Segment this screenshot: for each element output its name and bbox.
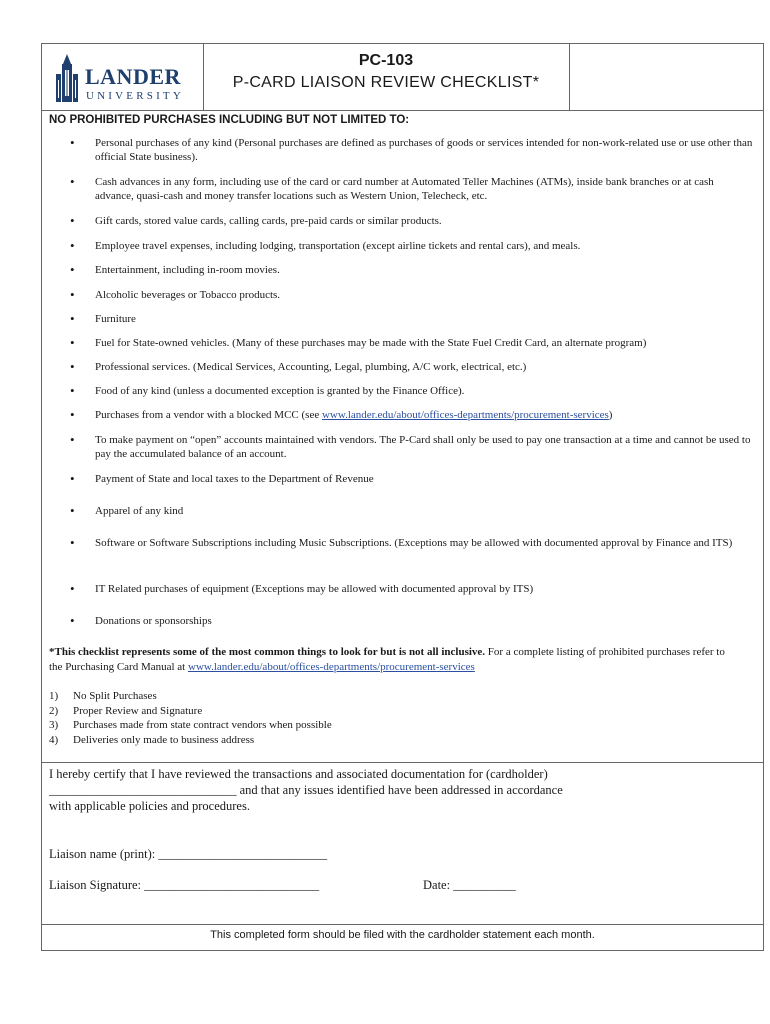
divider [42, 762, 763, 763]
list-item: • Software or Software Subscriptions including Music Subscriptions. (Exceptions may be allowed with documented approval by Finance and ITS) [70, 536, 755, 550]
logo-subtitle: UNIVERSITY [86, 90, 184, 102]
list-item: • To make payment on “open” accounts maintained with vendors. The P-Card shall only be used to pay one transaction at a time and cannot be used to pay the accumulated balance of an account. [70, 433, 755, 461]
list-item: • Cash advances in any form, including use of the card or card number at Automated Teller Machines (ATMs), inside bank branches or at cash advance, quasi-cash and money transfer locations such as Western Union, Telecheck, etc. [70, 175, 755, 203]
section-heading: NO PROHIBITED PURCHASES INCLUDING BUT NOT LIMITED TO: [49, 114, 410, 126]
logo-wordmark: LANDER [85, 64, 181, 89]
list-item: • Gift cards, stored value cards, calling cards, pre-paid cards or similar products. [70, 214, 755, 228]
tower-logo-icon [54, 54, 80, 102]
form-code: PC-103 [358, 52, 414, 69]
list-item: • Employee travel expenses, including lodging, transportation (except airline tickets and rental cars), and meals. [70, 239, 755, 253]
list-item: • Food of any kind (unless a documented exception is granted by the Finance Office). [70, 384, 755, 398]
university-logo [42, 44, 204, 110]
list-item: • Donations or sponsorships [70, 614, 755, 628]
manual-link[interactable]: www.lander.edu/about/offices-departments/procurement-services [188, 661, 475, 673]
list-item-text: Purchases from a vendor with a blocked MCC (see [95, 409, 322, 421]
cardholder-field[interactable]: ______________________________ and that any issues identified have been addressed in accordance [49, 783, 563, 797]
footer-note: This completed form should be filed with the cardholder statement each month. [210, 929, 595, 941]
list-item: • Payment of State and local taxes to the Department of Revenue [70, 472, 755, 486]
list-item: • Professional services. (Medical Services, Accounting, Legal, plumbing, A/C work, electrical, etc.) [70, 360, 755, 374]
checklist-note [49, 645, 739, 675]
rule-item: 1) No Split Purchases [49, 690, 157, 702]
divider [42, 924, 763, 925]
list-item: • IT Related purchases of equipment (Exceptions may be allowed with documented approval by ITS) [70, 582, 755, 596]
form-header [42, 44, 763, 111]
liaison-name-field[interactable]: Liaison name (print): ___________________________ [49, 847, 328, 861]
rule-item: 3) Purchases made from state contract vendors when possible [49, 719, 332, 731]
list-item: • Fuel for State-owned vehicles. (Many of these purchases may be made with the State Fuel Credit Card, an alternate program) [70, 336, 755, 350]
list-item [70, 408, 755, 422]
rules-list [49, 689, 332, 747]
procurement-link[interactable]: www.lander.edu/about/offices-departments/procurement-services [321, 409, 609, 421]
list-item: • Entertainment, including in-room movies. [70, 263, 755, 277]
list-item: • Apparel of any kind [70, 504, 755, 518]
checklist-form [41, 43, 764, 951]
rule-item: 4) Deliveries only made to business address [49, 733, 255, 746]
list-item-close: ) [608, 409, 613, 421]
date-field[interactable]: Date: __________ [423, 878, 516, 892]
list-item: • Personal purchases of any kind (Personal purchases are defined as purchases of goods or services intended for non-work-related use or use other than official State business). [70, 136, 755, 164]
form-title: P-CARD LIAISON REVIEW CHECKLIST* [232, 74, 540, 91]
note-text: For a complete listing of prohibited purchases refer to the Purchasing Card Manual at [49, 646, 725, 673]
list-item: • Alcoholic beverages or Tobacco products. [70, 288, 755, 302]
certification-statement: I hereby certify that I have reviewed the transactions and associated documentation for (cardholder) ______________________________ and that any issues identified have been addressed in accordance with applicable policies and procedures. [49, 766, 739, 814]
title-block [203, 44, 570, 110]
liaison-signature-field[interactable]: Liaison Signature: ____________________________ [49, 878, 320, 892]
note-bold: *This checklist represents some of the most common things to look for but is not all inclusive. [49, 646, 486, 658]
rule-item: 2) Proper Review and Signature [49, 704, 203, 717]
list-item: • Furniture [70, 312, 755, 326]
